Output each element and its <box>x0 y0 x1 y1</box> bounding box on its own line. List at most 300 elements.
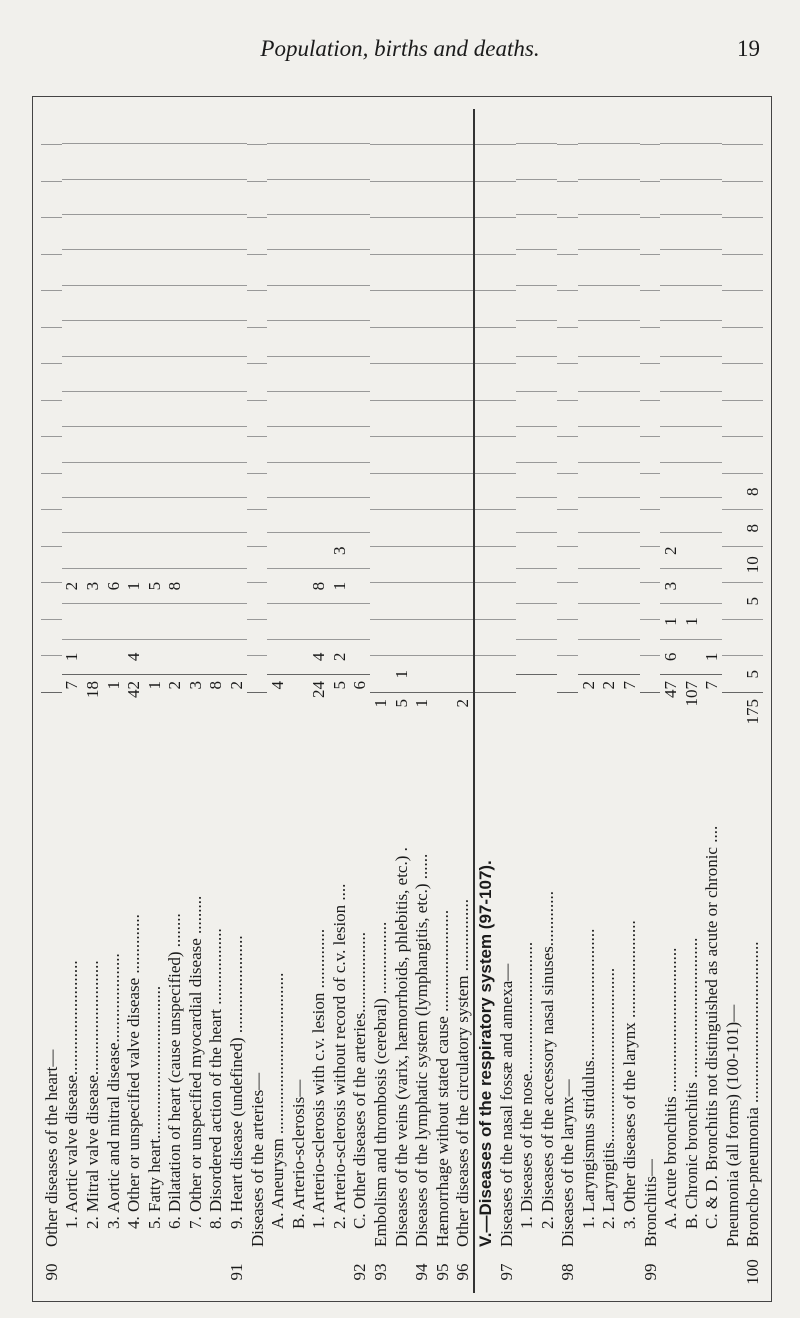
table-cell <box>370 656 391 693</box>
table-cell <box>411 364 432 401</box>
table-cell <box>391 291 412 328</box>
row-label: V.—Diseases of the respiratory system (97-107). <box>475 860 495 1247</box>
table-cell <box>660 426 681 461</box>
table-cell <box>226 214 247 249</box>
table-cell <box>411 473 432 510</box>
table-cell <box>557 473 578 510</box>
table-cell <box>350 214 371 249</box>
table-cell <box>557 218 578 255</box>
table-cell <box>144 356 165 391</box>
table-cell: 8 <box>309 568 330 603</box>
table-cell: 5 <box>144 568 165 603</box>
table-cell <box>432 327 453 364</box>
table-cell <box>185 214 206 249</box>
table-cell <box>370 181 391 218</box>
table-cell <box>681 462 702 497</box>
table-cell: 6 <box>103 568 124 603</box>
table-cell <box>516 568 537 603</box>
row-label: B. Chronic bronchitis ................................. <box>681 937 701 1229</box>
table-cell <box>391 218 412 255</box>
table-cell <box>144 603 165 638</box>
table-cell <box>432 619 453 656</box>
table-cell <box>288 109 309 143</box>
table-cell <box>557 400 578 437</box>
table-cell <box>82 250 103 285</box>
row-label: Diseases of the larynx— <box>558 1079 578 1247</box>
table-row <box>432 109 453 1293</box>
table-cell <box>516 320 537 355</box>
table-cell <box>722 437 743 474</box>
table-cell <box>41 181 62 218</box>
table-cell <box>453 327 474 364</box>
table-cell <box>267 603 288 638</box>
table-cell <box>619 250 640 285</box>
table-cell <box>619 109 640 143</box>
row-total: 1 <box>144 674 165 739</box>
table-cell <box>62 285 83 320</box>
table-cell <box>391 546 412 583</box>
table-cell <box>557 437 578 474</box>
table-cell <box>206 391 227 426</box>
table-cell <box>206 320 227 355</box>
table-cell: 1 <box>681 603 702 638</box>
table-cell <box>599 568 620 603</box>
table-cell <box>411 218 432 255</box>
table-cell <box>453 145 474 182</box>
row-total: 2 <box>578 674 599 739</box>
table-cell <box>206 143 227 178</box>
table-cell <box>206 250 227 285</box>
row-label: Bronchitis— <box>640 1159 660 1247</box>
table-cell <box>350 250 371 285</box>
row-total <box>640 692 661 757</box>
table-cell <box>453 619 474 656</box>
table-cell <box>516 639 537 674</box>
table-cell <box>411 437 432 474</box>
table-cell <box>288 639 309 674</box>
table-cell <box>681 250 702 285</box>
table-cell <box>350 462 371 497</box>
table-cell <box>660 391 681 426</box>
table-cell <box>144 109 165 143</box>
table-cell <box>702 143 723 178</box>
table-cell <box>743 364 764 401</box>
table-row <box>329 109 350 1293</box>
table-cell <box>660 143 681 178</box>
table-cell <box>103 320 124 355</box>
table-cell <box>660 250 681 285</box>
table-cell <box>185 285 206 320</box>
table-cell <box>185 426 206 461</box>
table-cell <box>619 391 640 426</box>
table-cell <box>82 639 103 674</box>
table-cell <box>226 391 247 426</box>
row-number: 100 <box>743 1259 763 1285</box>
table-cell <box>660 320 681 355</box>
table-cell <box>453 218 474 255</box>
row-total: 1 <box>370 692 391 757</box>
table-cell <box>516 603 537 638</box>
table-cell <box>329 320 350 355</box>
table-cell <box>743 109 764 145</box>
row-label: 8. Disordered action of the heart .................. <box>206 928 226 1229</box>
table-cell <box>743 254 764 291</box>
table-cell <box>537 179 558 214</box>
table-cell <box>41 510 62 547</box>
table-cell <box>247 656 268 693</box>
table-cell <box>82 533 103 568</box>
table-cell <box>619 497 640 532</box>
table-cell <box>722 364 743 401</box>
row-total: 18 <box>82 674 103 739</box>
table-cell <box>681 426 702 461</box>
table-row <box>309 109 330 1293</box>
table-cell <box>391 510 412 547</box>
table-cell <box>103 462 124 497</box>
table-cell <box>103 426 124 461</box>
table-cell <box>370 619 391 656</box>
table-cell <box>475 254 496 291</box>
table-cell <box>702 285 723 320</box>
table-cell <box>309 462 330 497</box>
table-cell <box>681 639 702 674</box>
table-cell <box>267 320 288 355</box>
table-cell <box>267 639 288 674</box>
table-row <box>41 109 62 1293</box>
table-cell <box>288 497 309 532</box>
table-cell <box>702 497 723 532</box>
table-cell <box>619 285 640 320</box>
table-cell <box>599 109 620 143</box>
table-cell <box>496 473 517 510</box>
table-cell <box>599 426 620 461</box>
table-cell <box>722 619 743 656</box>
table-cell <box>516 391 537 426</box>
table-cell <box>722 473 743 510</box>
table-cell <box>640 437 661 474</box>
table-cell <box>599 391 620 426</box>
table-cell <box>743 218 764 255</box>
table-cell <box>475 583 496 620</box>
table-cell <box>453 510 474 547</box>
table-cell <box>619 179 640 214</box>
table-cell <box>309 497 330 532</box>
row-total <box>475 692 496 757</box>
table-cell <box>432 510 453 547</box>
table-cell <box>702 109 723 143</box>
table-cell <box>370 510 391 547</box>
table-cell <box>599 533 620 568</box>
table-cell <box>557 656 578 693</box>
table-cell <box>309 250 330 285</box>
table-row <box>660 109 681 1293</box>
row-total: 5 <box>329 674 350 739</box>
table-cell <box>123 214 144 249</box>
table-cell <box>619 568 640 603</box>
table-cell <box>516 356 537 391</box>
table-cell <box>640 400 661 437</box>
table-cell <box>62 250 83 285</box>
row-total: 8 <box>206 674 227 739</box>
table-row <box>722 109 743 1293</box>
table-cell <box>309 603 330 638</box>
row-total <box>432 692 453 757</box>
table-cell <box>185 356 206 391</box>
row-label: 2. Laryngitis......................................... <box>599 967 619 1229</box>
table-cell <box>206 568 227 603</box>
table-cell <box>144 179 165 214</box>
table-cell <box>557 583 578 620</box>
table-cell <box>619 214 640 249</box>
table-cell <box>350 391 371 426</box>
table-cell <box>247 109 268 145</box>
table-cell <box>144 320 165 355</box>
table-cell <box>185 533 206 568</box>
table-cell <box>432 291 453 328</box>
table-cell <box>475 473 496 510</box>
table-row <box>123 109 144 1293</box>
table-cell <box>599 320 620 355</box>
table-cell <box>267 109 288 143</box>
row-total <box>247 692 268 757</box>
table-row <box>82 109 103 1293</box>
table-cell <box>453 437 474 474</box>
table-cell <box>350 356 371 391</box>
table-cell <box>496 510 517 547</box>
table-cell <box>599 250 620 285</box>
table-cell: 3 <box>82 568 103 603</box>
table-cell <box>329 497 350 532</box>
table-cell <box>185 179 206 214</box>
table-cell <box>537 497 558 532</box>
table-cell <box>599 497 620 532</box>
row-label: 6. Dilatation of heart (cause unspecified) ........ <box>165 913 185 1229</box>
table-cell <box>370 145 391 182</box>
row-number: 96 <box>453 1263 473 1281</box>
table-cell <box>123 356 144 391</box>
row-total <box>516 674 537 739</box>
table-cell <box>370 400 391 437</box>
table-cell <box>41 437 62 474</box>
table-cell <box>144 639 165 674</box>
table-cell <box>557 181 578 218</box>
table-cell <box>350 109 371 143</box>
table-cell <box>288 320 309 355</box>
table-cell <box>516 533 537 568</box>
table-cell <box>496 583 517 620</box>
table-cell <box>350 285 371 320</box>
row-total <box>41 692 62 757</box>
table-cell <box>206 214 227 249</box>
table-cell <box>267 497 288 532</box>
table-cell <box>432 583 453 620</box>
row-label: 3. Other diseases of the larynx ....................... <box>619 920 639 1229</box>
table-cell <box>432 218 453 255</box>
table-cell <box>103 356 124 391</box>
table-cell <box>82 285 103 320</box>
table-row <box>681 109 702 1293</box>
table-cell <box>432 145 453 182</box>
table-row <box>391 109 412 1293</box>
row-label: A. Aneurysm ...................................... <box>268 972 288 1229</box>
table-cell <box>247 291 268 328</box>
table-cell <box>578 356 599 391</box>
row-number: 98 <box>558 1263 578 1281</box>
table-cell: 2 <box>62 568 83 603</box>
row-number: 97 <box>496 1263 516 1281</box>
table-cell <box>743 400 764 437</box>
row-label: 7. Other or unspecified myocardial disease ......... <box>185 895 205 1229</box>
table-cell <box>578 143 599 178</box>
table-cell <box>206 603 227 638</box>
table-cell <box>722 510 743 547</box>
table-cell <box>164 250 185 285</box>
table-cell <box>267 214 288 249</box>
table-cell <box>453 400 474 437</box>
table-cell <box>453 291 474 328</box>
table-cell <box>537 250 558 285</box>
table-cell <box>82 179 103 214</box>
table-cell <box>267 462 288 497</box>
table-cell <box>681 391 702 426</box>
row-total: 42 <box>123 674 144 739</box>
table-cell <box>329 250 350 285</box>
row-total: 3 <box>185 674 206 739</box>
table-cell <box>640 218 661 255</box>
table-cell <box>370 291 391 328</box>
table-cell <box>411 546 432 583</box>
table-cell <box>537 285 558 320</box>
table-cell <box>619 533 640 568</box>
table-cell <box>702 250 723 285</box>
table-cell <box>557 546 578 583</box>
table-cell <box>164 426 185 461</box>
table-cell <box>123 109 144 143</box>
page-title: Population, births and deaths. <box>260 36 540 61</box>
table-cell <box>516 109 537 143</box>
table-row <box>288 109 309 1293</box>
row-number: 94 <box>412 1263 432 1281</box>
table-cell <box>578 285 599 320</box>
table-cell <box>123 603 144 638</box>
table-cell <box>62 603 83 638</box>
table-cell <box>537 603 558 638</box>
table-cell <box>267 250 288 285</box>
table-row <box>206 109 227 1293</box>
table-cell <box>370 364 391 401</box>
table-cell <box>516 462 537 497</box>
table-cell <box>41 656 62 693</box>
table-cell <box>82 462 103 497</box>
row-total: 5 <box>391 692 412 757</box>
table-cell <box>350 603 371 638</box>
table-cell <box>329 462 350 497</box>
table-cell <box>41 109 62 145</box>
table-cell <box>329 179 350 214</box>
table-cell <box>640 291 661 328</box>
table-cell <box>537 214 558 249</box>
table-cell <box>537 462 558 497</box>
table-cell: 8 <box>743 510 764 547</box>
table-cell <box>640 254 661 291</box>
table-cell <box>62 109 83 143</box>
table-cell <box>640 619 661 656</box>
table-cell <box>164 391 185 426</box>
table-row <box>578 109 599 1293</box>
table-cell: 10 <box>743 546 764 583</box>
table-cell <box>599 285 620 320</box>
row-number: 99 <box>640 1263 660 1281</box>
table-cell <box>578 426 599 461</box>
table-cell <box>681 356 702 391</box>
table-cell <box>599 356 620 391</box>
row-label: 4. Other or unspecified valve disease .............. <box>124 914 144 1229</box>
table-cell <box>722 181 743 218</box>
table-cell <box>743 181 764 218</box>
table-cell <box>537 320 558 355</box>
table-cell <box>41 364 62 401</box>
table-cell <box>288 568 309 603</box>
table-cell <box>103 179 124 214</box>
table-cell <box>62 143 83 178</box>
table-cell <box>722 145 743 182</box>
table-cell: 1 <box>391 656 412 693</box>
table-cell <box>722 254 743 291</box>
row-total: 2 <box>226 674 247 739</box>
table-cell <box>391 327 412 364</box>
table-cell <box>226 426 247 461</box>
table-cell <box>206 533 227 568</box>
table-cell: 1 <box>660 603 681 638</box>
table-cell <box>681 179 702 214</box>
table-cell <box>516 250 537 285</box>
table-cell <box>432 656 453 693</box>
table-cell <box>578 533 599 568</box>
table-cell: 8 <box>164 568 185 603</box>
table-cell <box>475 437 496 474</box>
table-cell <box>41 400 62 437</box>
table-cell <box>206 426 227 461</box>
table-cell <box>329 285 350 320</box>
row-number: 93 <box>371 1263 391 1281</box>
table-cell <box>267 533 288 568</box>
row-label: 9. Heart disease (undefined) ....................... <box>226 935 246 1229</box>
row-label: B. Arterio-sclerosis— <box>288 1079 308 1229</box>
table-cell <box>640 473 661 510</box>
table-cell <box>432 400 453 437</box>
table-cell <box>681 109 702 143</box>
table-cell <box>391 145 412 182</box>
table-cell <box>411 109 432 145</box>
table-row <box>537 109 558 1293</box>
table-cell <box>123 250 144 285</box>
table-cell <box>391 109 412 145</box>
table-cell <box>516 285 537 320</box>
row-label: Diseases of the lymphatic system (lymphangitis, etc.) ...... <box>412 853 432 1247</box>
table-cell <box>370 218 391 255</box>
row-number: 90 <box>41 1263 61 1281</box>
table-cell <box>557 619 578 656</box>
table-cell <box>103 250 124 285</box>
table-cell <box>288 285 309 320</box>
table-cell <box>309 426 330 461</box>
table-cell <box>226 568 247 603</box>
row-label: Diseases of the veins (varix, hæmorrhoids, phlebitis, etc.) . <box>391 847 411 1247</box>
table-cell <box>640 546 661 583</box>
table-row <box>496 109 517 1293</box>
table-cell <box>247 181 268 218</box>
table-cell <box>391 364 412 401</box>
